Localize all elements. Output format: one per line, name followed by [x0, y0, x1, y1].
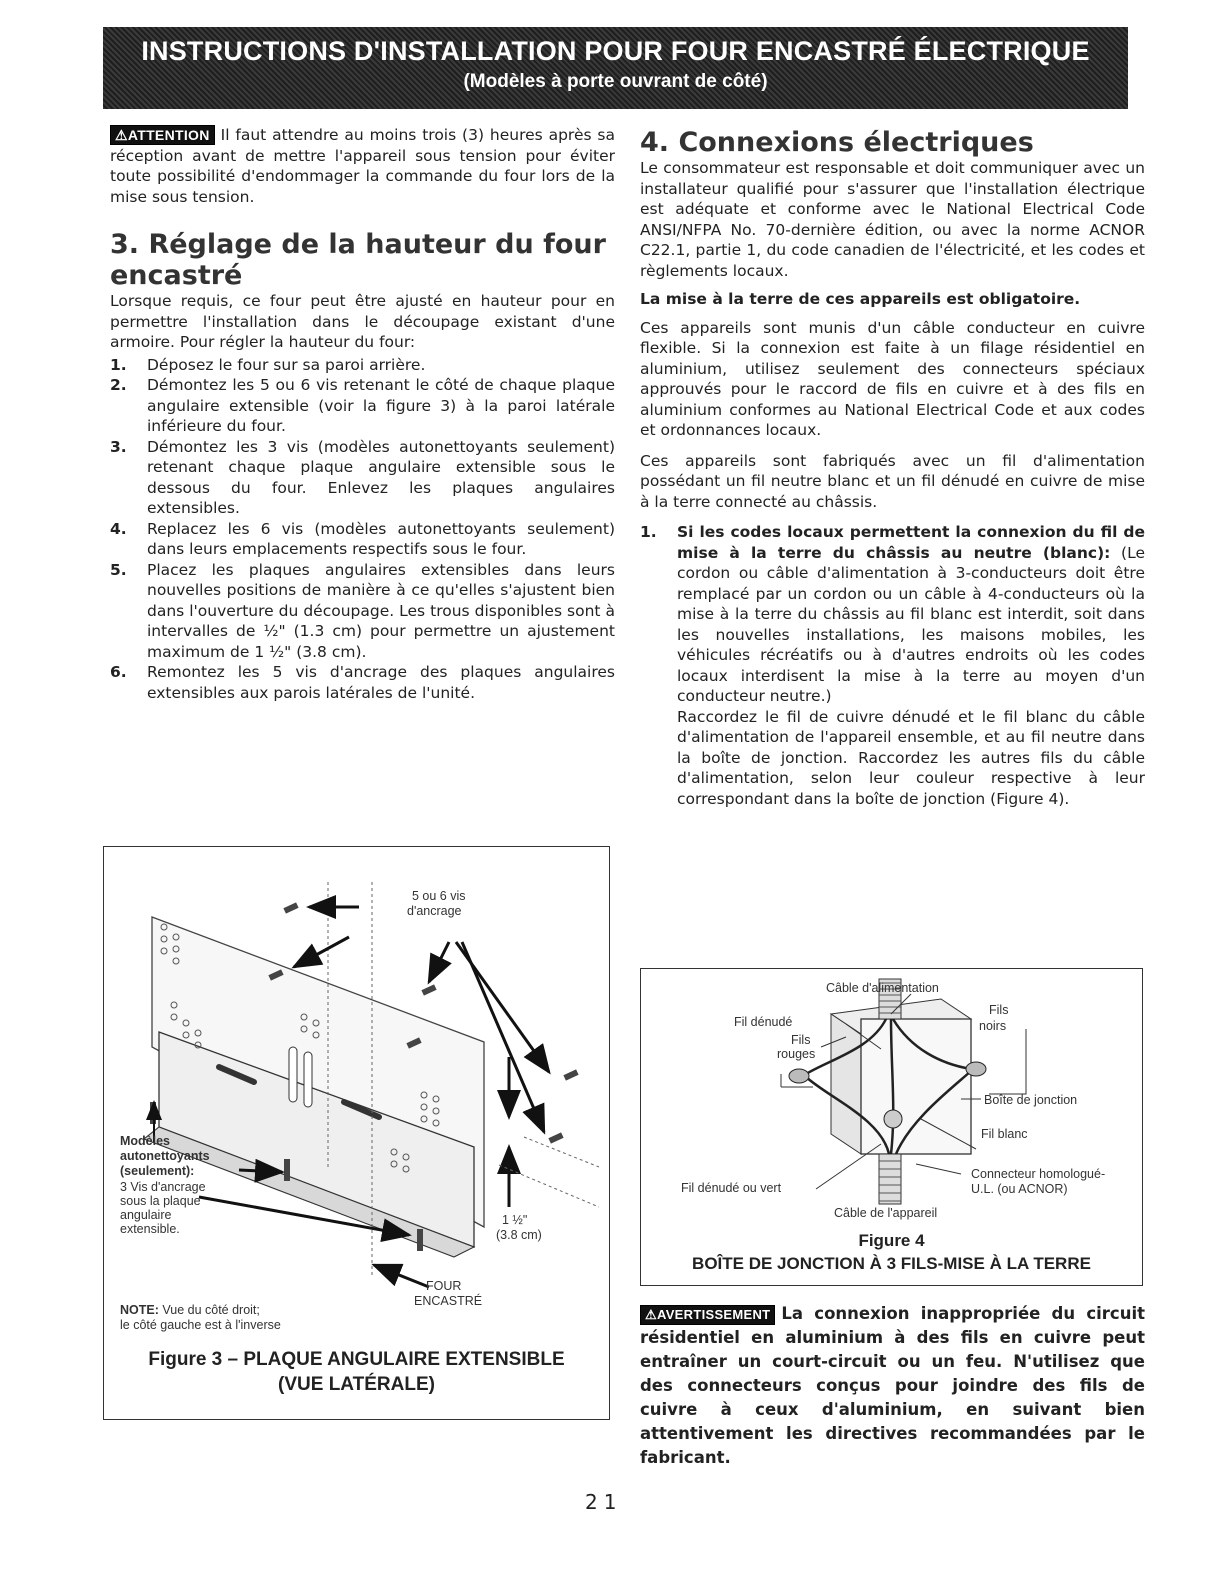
list-item: 1. Si les codes locaux permettent la connexion du fil de mise à la terre du châssis au neutre (blanc): (Le cordon ou câble d'alimentation à 3-conducteurs doit être remplacé par un cordon ou un câble à 4-conducteurs où la mise à la terre du châssis au fil blanc est interdit, soit dans les nouvelles installations, les maisons mobiles, les véhicules récréatifs ou à d'autres endroits où les codes locaux interdisent la mise à la terre au moyen d'un conducteur neutre.) Raccordez le fil de cuivre dénudé et le fil blanc du câble d'alimentation de l'appareil ensemble, et au fil neutre dans la boîte de jonction. Raccordez les autres fils du câble d'alimentation, selon leur couleur respective à leur correspondant dans la boîte de jonction (Figure 4).	[640, 523, 1145, 808]
label-fil-vert: Fil dénudé ou vert	[681, 1181, 782, 1195]
section4-paragraph-1: Le consommateur est responsable et doit communiquer avec un installateur qualifié pour s'assurer que l'installation électrique est adéquate et conforme avec le National Electrical Code ANSI/NFPA No. 70-dernière édition, ou avec la norme ACNOR C22.1, partie 1, du code canadien de l'électricité, et les codes et règlements locaux.	[640, 159, 1145, 280]
label-5-ou-6-vis: 5 ou 6 vis	[412, 889, 466, 903]
attention-paragraph: ⚠ATTENTION Il faut attendre au moins trois (3) heures après sa réception avant de mettre l'appareil sous tension pour éviter toute possibilité d'endommager la commande du four lors de la mise sous tension.	[110, 126, 615, 206]
list-item: 5. Placez les plaques angulaires extensibles dans leurs nouvelles positions de manière à ce qu'elles s'ajustent bien dans l'ouverture du découpage. Les trous disponibles sont à intervalles de ½" (1.3 cm) pour permettre un ajustement maximum de 1 ½" (3.8 cm).	[110, 560, 615, 661]
figure4-caption: Figure 4 BOÎTE DE JONCTION À 3 FILS-MISE À LA TERRE	[692, 1231, 1091, 1273]
page-number: 21	[585, 1490, 623, 1514]
label-dimension: 1 ½"	[502, 1213, 528, 1227]
figure3-note-line2: le côté gauche est à l'inverse	[120, 1318, 281, 1332]
label-extensible: extensible.	[120, 1222, 180, 1236]
label-boite-jonction: Boîte de jonction	[984, 1093, 1078, 1107]
label-encastre: ENCASTRÉ	[414, 1294, 483, 1308]
page-title: INSTRUCTIONS D'INSTALLATION POUR FOUR ENCASTRÉ ÉLECTRIQUE	[141, 36, 1090, 66]
label-fils-rouges-1: Fils	[791, 1033, 811, 1047]
label-dimension-cm: (3.8 cm)	[496, 1228, 542, 1242]
label-fils-noirs-1: Fils	[989, 1003, 1009, 1017]
section4-steps	[640, 522, 1145, 809]
figure-4	[640, 968, 1143, 1286]
list-item: 4. Replacez les 6 vis (modèles autonettoyants seulement) dans leurs emplacements respectifs sous le four.	[110, 519, 615, 558]
list-item: 3. Démontez les 3 vis (modèles autonettoyants seulement) retenant chaque plaque angulaire extensible sous le dessous du four. Enlevez les plaques angulaires extensibles.	[110, 437, 615, 517]
left-column	[110, 125, 615, 703]
bracket-illustration	[104, 847, 609, 1419]
label-sous-plaque: sous la plaque	[120, 1194, 201, 1208]
warning-badge: ⚠AVERTISSEMENT	[640, 1305, 775, 1325]
label-angulaire: angulaire	[120, 1208, 172, 1222]
section4-title: 4. Connexions électriques	[640, 127, 1034, 158]
right-column	[640, 125, 1145, 809]
figure-3	[103, 846, 610, 1420]
list-item: 2. Démontez les 5 ou 6 vis retenant le côté de chaque plaque angulaire extensible (voir la figure 3) à la paroi latérale inférieure du four.	[110, 376, 615, 435]
figure3-note: NOTE: Vue du côté droit;	[120, 1303, 260, 1317]
label-connecteur-1: Connecteur homologué-	[971, 1167, 1106, 1181]
label-fils-noirs-2: noirs	[979, 1019, 1007, 1033]
page-subtitle: (Modèles à porte ouvrant de côté)	[463, 71, 768, 92]
label-modeles: Modèles	[120, 1134, 171, 1148]
section3-steps	[110, 355, 615, 704]
section3-intro: Lorsque requis, ce four peut être ajusté en hauteur pour en permettre l'installation dans le découpage existant d'une armoire. Pour régler la hauteur du four:	[110, 292, 615, 351]
section4-paragraph-3: Ces appareils sont fabriqués avec un fil d'alimentation possédant un fil neutre blanc et un fil dénudé en cuivre de mise à la terre connecté au châssis.	[640, 451, 1145, 511]
label-four: FOUR	[426, 1279, 462, 1293]
label-fil-denude: Fil dénudé	[734, 1015, 793, 1029]
label-fils-rouges-2: rouges	[777, 1047, 816, 1061]
label-seulement: (seulement):	[120, 1164, 195, 1178]
label-cable-alimentation: Câble d'alimentation	[826, 981, 939, 995]
attention-badge: ⚠ATTENTION	[110, 125, 215, 145]
figure3-caption: Figure 3 – PLAQUE ANGULAIRE EXTENSIBLE (VUE LATÉRALE)	[148, 1349, 565, 1395]
warning-paragraph: ⚠AVERTISSEMENT La connexion inappropriée du circuit résidentiel en aluminium à des fils en cuivre peut entraîner un court-circuit ou un feu. N'utilisez que des connecteurs conçus pour joindre des fils de cuivre à ceux d'aluminium, en suivant bien attentivement les directives recommandées par le fabricant.	[640, 1304, 1145, 1467]
label-connecteur-2: U.L. (ou ACNOR)	[971, 1182, 1068, 1196]
label-cable-appareil: Câble de l'appareil	[834, 1206, 938, 1220]
label-fil-blanc: Fil blanc	[981, 1127, 1028, 1141]
label-dancrage: d'ancrage	[407, 904, 462, 918]
section3-title: 3. Réglage de la hauteur du four encastré	[110, 229, 606, 291]
list-item: 1. Déposez le four sur sa paroi arrière.	[110, 355, 426, 374]
header-banner	[103, 27, 1128, 109]
grounding-required: La mise à la terre de ces appareils est obligatoire.	[640, 290, 1081, 308]
label-autonettoyants: autonettoyants	[120, 1149, 210, 1163]
label-3-vis: 3 Vis d'ancrage	[120, 1180, 206, 1194]
section4-paragraph-2: Ces appareils sont munis d'un câble conducteur en cuivre flexible. Si la connexion est faite à un filage résidentiel en aluminium, utilisez seulement des connecteurs spéciaux approuvés pour le raccord de fils en cuivre et à des fils en aluminium conformes au National Electrical Code et aux codes et ordonnances locaux.	[640, 318, 1145, 439]
list-item: 6. Remontez les 5 vis d'ancrage des plaques angulaires extensibles aux parois latérales de l'unité.	[110, 663, 615, 702]
